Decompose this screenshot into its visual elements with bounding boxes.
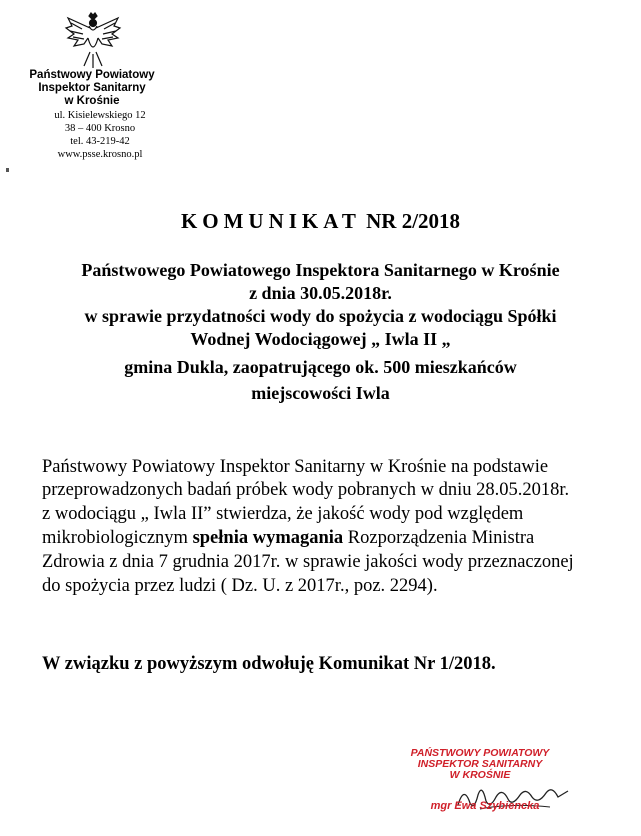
signatory-name: mgr Ewa Szybiencka [430, 800, 540, 812]
body-line: Zdrowia z dnia 7 grudnia 2017r. w sprawie jakości wody przeznaczonej [42, 552, 574, 572]
heading-line: gmina Dukla, zaopatrującego ok. 500 mieszkańców [124, 357, 517, 377]
org-name-line2: Inspektor Sanitarny [38, 82, 146, 94]
org-name-line3: w Krośnie [64, 95, 120, 107]
eagle-emblem-icon [62, 10, 124, 72]
body-line: do spożycia przez ludzi ( Dz. U. z 2017r., poz. 2294). [42, 576, 438, 596]
heading-line: Wodnej Wodociągowej „ Iwla II „ [190, 329, 451, 349]
scan-mark [6, 168, 9, 172]
closing-statement: W związku z powyższym odwołuję Komunikat Nr 1/2018. [42, 654, 496, 674]
body-line: z wodociągu „ Iwla II” stwierdza, że jakość wody pod względem [42, 504, 524, 524]
stamp-line: INSPEKTOR SANITARNY [417, 758, 543, 770]
heading-line: Państwowego Powiatowego Inspektora Sanitarnego w Krośnie [81, 260, 560, 280]
address-street: ul. Kisielewskiego 12 [54, 110, 146, 121]
org-name-line1: Państwowy Powiatowy [29, 69, 155, 81]
body-line: Państwowy Powiatowy Inspektor Sanitarny w Krośnie na podstawie [42, 457, 549, 477]
body-text: Rozporządzenia Ministra [343, 528, 535, 548]
phone-number: tel. 43-219-42 [70, 136, 130, 147]
stamp-line: W KROŚNIE [449, 769, 511, 781]
heading-line: w sprawie przydatności wody do spożycia z wodociągu Spółki [84, 306, 557, 326]
heading-line: miejscowości Iwla [251, 383, 390, 403]
title-word: KOMUNIKAT [180, 209, 361, 233]
stamp-line: PAŃSTWOWY POWIATOWY [410, 747, 550, 759]
website-link[interactable]: www.psse.krosno.pl [57, 149, 143, 160]
document-title [0, 209, 641, 234]
emphasis-text: spełnia wymagania [192, 528, 344, 548]
heading-line: z dnia 30.05.2018r. [249, 283, 392, 303]
title-number: NR 2/2018 [366, 209, 461, 233]
body-text: mikrobiologicznym [42, 528, 193, 548]
body-line [42, 527, 622, 549]
address-postal: 38 – 400 Krosno [64, 123, 136, 134]
body-line: przeprowadzonych badań próbek wody pobranych w dniu 28.05.2018r. [42, 480, 570, 500]
